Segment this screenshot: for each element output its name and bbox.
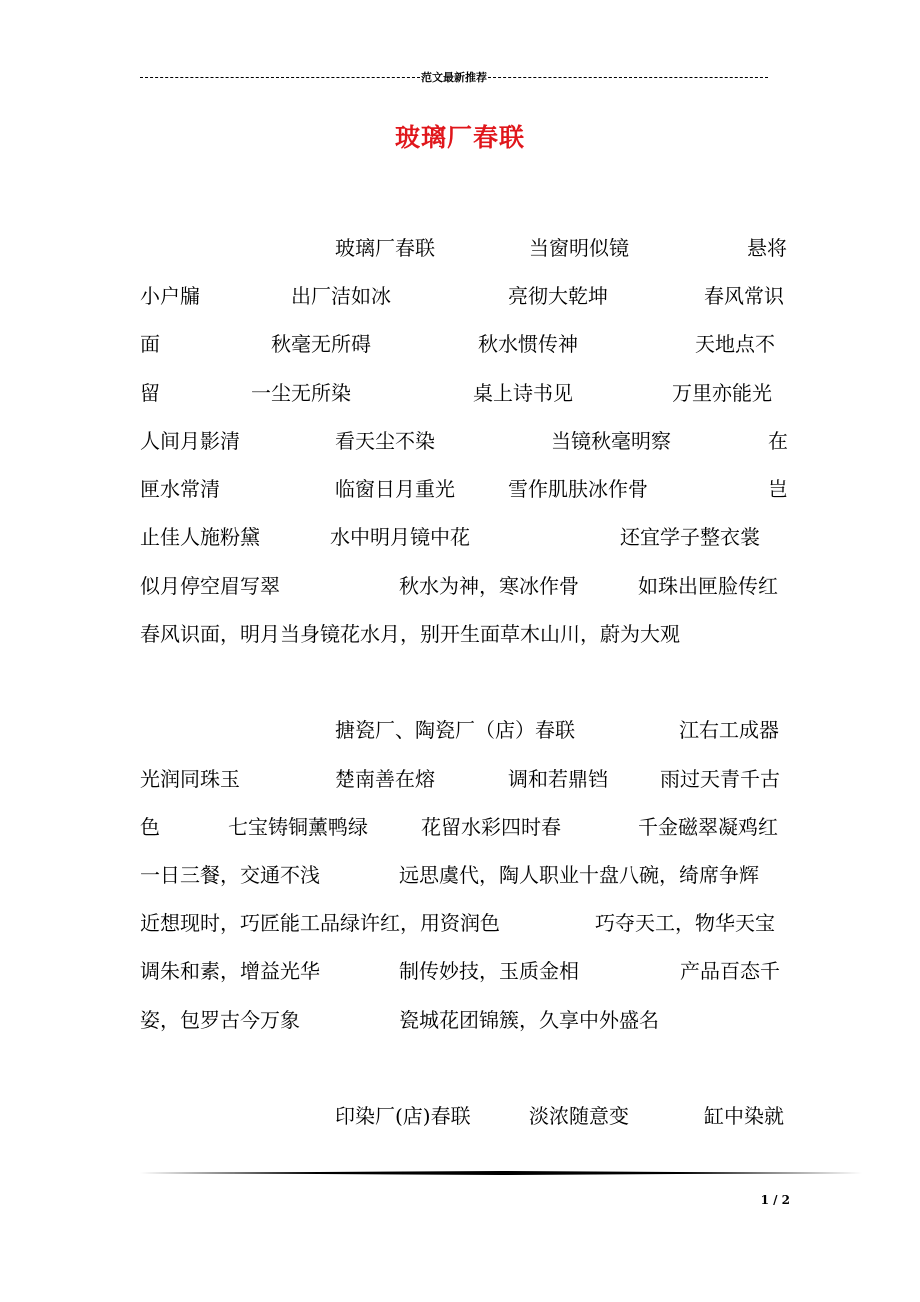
text-fragment: 七宝铸铜薰鸭绿 — [228, 815, 368, 839]
text-fragment: 秋水为神，寒冰作骨 — [399, 574, 579, 598]
text-fragment: 秋水惯传神 — [478, 332, 578, 356]
text-fragment: 秋毫无所碍 — [271, 332, 371, 356]
text-fragment: 色 — [140, 815, 160, 839]
page-number: 1 / 2 — [760, 1193, 790, 1207]
text-line — [140, 1004, 788, 1034]
text-line — [140, 280, 788, 310]
text-fragment: 调朱和素，增益光华 — [140, 959, 320, 983]
text-fragment: 小户牖 — [140, 284, 200, 308]
text-fragment: 桌上诗书见 — [473, 381, 573, 405]
text-fragment: 千金磁翠凝鸡红 — [638, 815, 778, 839]
text-fragment: 面 — [140, 332, 160, 356]
text-fragment: 还宜学子整衣裳 — [620, 525, 760, 549]
footer-rule — [140, 1171, 862, 1175]
text-fragment: 如珠出匣脸传红 — [638, 574, 778, 598]
text-fragment: 悬将 — [747, 236, 787, 260]
text-line — [140, 811, 788, 841]
text-fragment: 产品百态千 — [680, 959, 780, 983]
text-fragment: 水中明月镜中花 — [330, 525, 470, 549]
text-line — [140, 521, 788, 551]
text-line — [140, 232, 788, 262]
document-title: 玻璃厂春联 — [394, 123, 525, 152]
text-fragment: 雨过天青千古 — [660, 767, 780, 791]
text-fragment: 江右工成器 — [679, 718, 779, 742]
text-fragment: 似月停空眉写翠 — [140, 574, 280, 598]
text-line — [140, 859, 788, 889]
text-line — [140, 570, 788, 600]
text-fragment: 春风识面，明月当身镜花水月，别开生面草木山川，蔚为大观 — [140, 622, 680, 646]
text-fragment: 调和若鼎铛 — [508, 767, 608, 791]
text-fragment: 一日三餐，交通不浅 — [140, 863, 320, 887]
text-fragment: 万里亦能光 — [672, 381, 772, 405]
text-line — [140, 907, 788, 937]
header-dash-left — [140, 77, 420, 78]
text-fragment: 亮彻大乾坤 — [508, 284, 608, 308]
text-line — [140, 425, 788, 455]
text-fragment: 楚南善在熔 — [335, 767, 435, 791]
text-fragment: 雪作肌肤冰作骨 — [508, 477, 648, 501]
text-fragment: 在 — [768, 429, 788, 453]
text-fragment: 当窗明似镜 — [529, 236, 629, 260]
text-fragment: 远思虞代，陶人职业十盘八碗，绮席争辉 — [399, 863, 759, 887]
text-line — [140, 955, 788, 985]
text-line — [140, 714, 788, 744]
text-fragment: 临窗日月重光 — [335, 477, 455, 501]
text-fragment: 岂 — [768, 477, 788, 501]
page-header — [140, 68, 768, 86]
text-fragment: 春风常识 — [704, 284, 784, 308]
text-fragment: 当镜秋毫明察 — [551, 429, 671, 453]
text-line — [140, 377, 788, 407]
text-line — [140, 763, 788, 793]
header-label: 范文最新推荐 — [421, 71, 487, 84]
header-dash-right — [488, 77, 768, 78]
text-fragment: 姿，包罗古今万象 — [140, 1008, 300, 1032]
text-fragment: 光润同珠玉 — [140, 767, 240, 791]
text-fragment: 匣水常清 — [140, 477, 220, 501]
text-line — [140, 328, 788, 358]
text-fragment: 止佳人施粉黛 — [140, 525, 260, 549]
text-line — [140, 1100, 788, 1130]
text-fragment: 人间月影清 — [140, 429, 240, 453]
text-fragment: 看天尘不染 — [335, 429, 435, 453]
text-fragment: 瓷城花团锦簇，久享中外盛名 — [399, 1008, 659, 1032]
text-line — [140, 473, 788, 503]
text-fragment: 制传妙技，玉质金相 — [399, 959, 579, 983]
text-fragment: 天地点不 — [695, 332, 775, 356]
text-fragment: 出厂洁如冰 — [291, 284, 391, 308]
text-fragment: 巧夺天工，物华天宝 — [595, 911, 775, 935]
text-fragment: 缸中染就 — [704, 1104, 784, 1128]
text-fragment: 玻璃厂春联 — [335, 236, 435, 260]
text-fragment: 印染厂(店)春联 — [335, 1104, 471, 1128]
text-fragment: 淡浓随意变 — [529, 1104, 629, 1128]
text-fragment: 一尘无所染 — [251, 381, 351, 405]
text-fragment: 近想现时，巧匠能工品绿许红，用资润色 — [140, 911, 500, 935]
text-fragment: 搪瓷厂、陶瓷厂（店）春联 — [335, 718, 575, 742]
text-fragment: 留 — [140, 381, 160, 405]
text-fragment: 花留水彩四时春 — [421, 815, 561, 839]
text-line — [140, 618, 788, 648]
